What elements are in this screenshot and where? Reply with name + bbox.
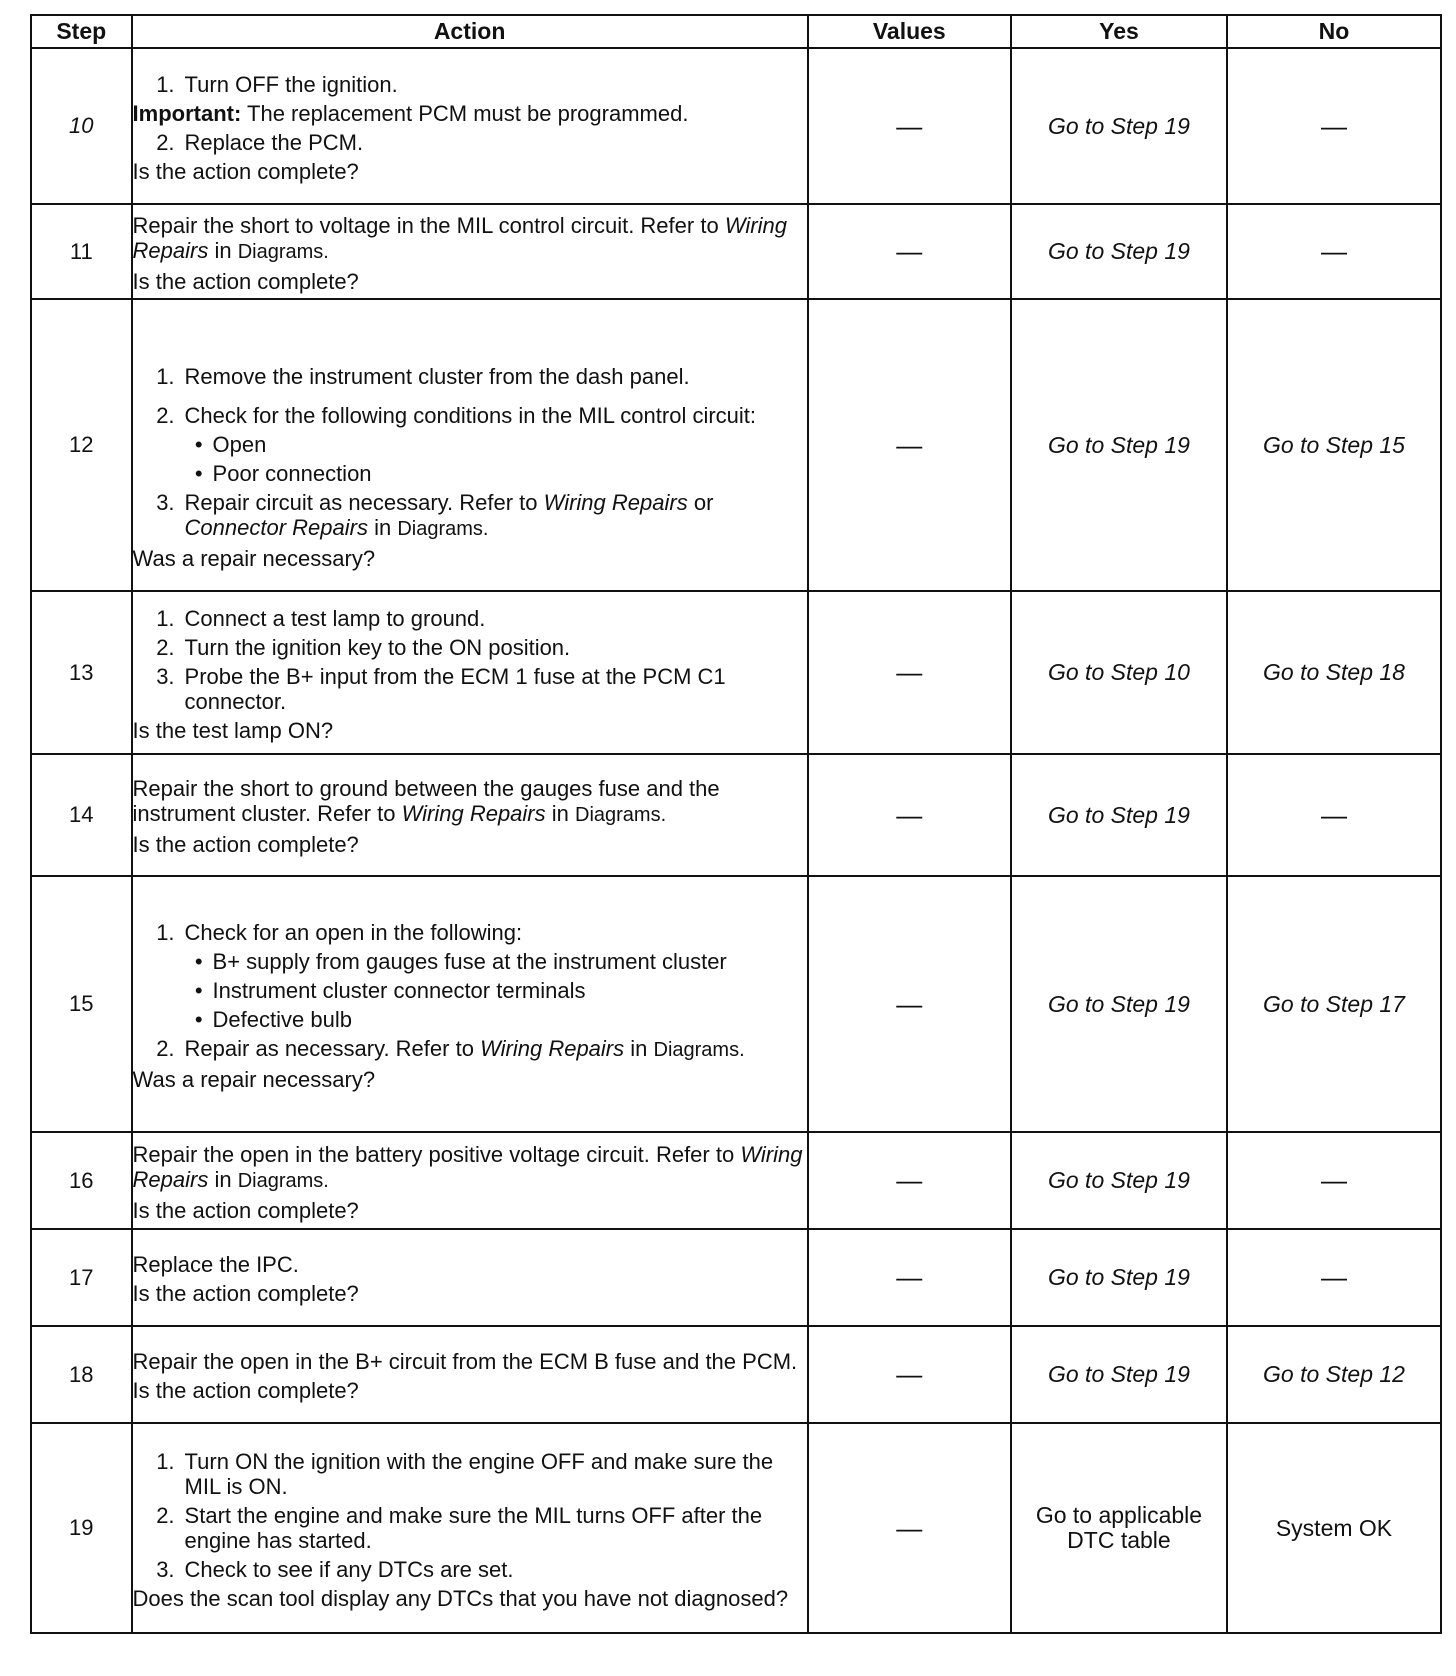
values-cell: — [808,876,1011,1132]
step-number: 12 [31,299,132,591]
action-cell [132,1423,808,1633]
list-item: 2. Turn the ignition key to the ON position. [156,635,571,660]
no-cell: — [1227,1229,1441,1326]
step-number: 18 [31,1326,132,1423]
header-values: Values [808,15,1011,48]
table-row-step-11 [31,204,1441,299]
action-text: Repair the open in the B+ circuit from the ECM B fuse and the PCM. [132,1349,798,1374]
list-item: 2. Check for the following conditions in the MIL control circuit: [156,402,756,428]
no-cell: — [1227,1132,1441,1229]
question-text: Is the action complete? [132,1378,359,1403]
no-cell: Go to Step 17 [1227,876,1441,1132]
step-number: 16 [31,1132,132,1229]
question-text: Was a repair necessary? [132,1067,376,1092]
yes-cell: Go to Step 19 [1011,299,1227,591]
values-cell: — [808,299,1011,591]
action-text: Replace the IPC. [132,1252,299,1277]
step-number: 14 [31,754,132,876]
table-row-step-15 [31,876,1441,1132]
table-row-step-18 [31,1326,1441,1423]
list-item: 1. Connect a test lamp to ground. [156,606,486,631]
step-number: 19 [31,1423,132,1633]
question-text: Was a repair necessary? [132,545,376,571]
question-text: Is the action complete? [132,159,359,184]
bullet-item: • Poor connection [194,460,372,486]
bullet-item: • B+ supply from gauges fuse at the instrument cluster [194,949,727,974]
diagnostic-table [30,14,1442,1634]
yes-cell: Go to Step 19 [1011,876,1227,1132]
list-item: 2. Start the engine and make sure the MIL turns OFF after the engine has started. [156,1503,763,1553]
values-cell: — [808,754,1011,876]
bullet-item: • Defective bulb [194,1007,352,1032]
table-row-step-14 [31,754,1441,876]
action-text: Repair the open in the battery positive voltage circuit. Refer to Wiring Repairs in Diagrams. [132,1141,803,1192]
no-cell: — [1227,204,1441,299]
table-row-step-16 [31,1132,1441,1229]
yes-cell: Go to applicable DTC table [1011,1423,1227,1633]
no-cell: — [1227,48,1441,204]
yes-cell: Go to Step 19 [1011,754,1227,876]
list-item: 3. Probe the B+ input from the ECM 1 fuse at the PCM C1 connector. [156,664,726,714]
question-text: Is the test lamp ON? [132,718,334,743]
action-text: Repair the short to ground between the gauges fuse and the instrument cluster. Refer to Wiring Repairs in Diagrams. [132,776,720,826]
list-item: 1. Turn ON the ignition with the engine OFF and make sure the MIL is ON. [156,1449,774,1499]
yes-cell: Go to Step 19 [1011,204,1227,299]
action-cell [132,876,808,1132]
list-item: 2. Repair as necessary. Refer to Wiring Repairs in Diagrams. [156,1036,745,1061]
table-row-step-13 [31,591,1441,754]
values-cell: — [808,1423,1011,1633]
header-no: No [1227,15,1441,48]
step-number: 13 [31,591,132,754]
no-cell: — [1227,754,1441,876]
no-cell: Go to Step 12 [1227,1326,1441,1423]
action-cell [132,48,808,204]
step-number: 15 [31,876,132,1132]
values-cell: — [808,1229,1011,1326]
question-text: Is the action complete? [132,1281,359,1306]
list-item: 2. Replace the PCM. [156,130,364,155]
action-text: Repair the short to voltage in the MIL control circuit. Refer to Wiring Repairs in Diagrams. [132,212,787,263]
question-text: Is the action complete? [132,832,359,857]
list-item: 3. Repair circuit as necessary. Refer to Wiring Repairs or Connector Repairs in Diagrams. [156,489,714,540]
action-cell [132,204,808,299]
no-cell: Go to Step 15 [1227,299,1441,591]
bullet-item: • Open [194,431,267,457]
yes-cell: Go to Step 19 [1011,1229,1227,1326]
table-row-step-17 [31,1229,1441,1326]
list-item: 1. Turn OFF the ignition. [156,72,398,97]
step-number: 17 [31,1229,132,1326]
question-text: Is the action complete? [132,1197,359,1223]
list-item: 1. Remove the instrument cluster from the dash panel. [156,363,690,389]
table-row-step-12 [31,299,1441,591]
yes-cell: Go to Step 19 [1011,48,1227,204]
header-action: Action [132,15,808,48]
action-cell [132,299,808,591]
header-yes: Yes [1011,15,1227,48]
yes-cell: Go to Step 19 [1011,1132,1227,1229]
yes-cell: Go to Step 19 [1011,1326,1227,1423]
header-row [31,15,1441,48]
values-cell: — [808,48,1011,204]
values-cell: — [808,204,1011,299]
values-cell: — [808,1132,1011,1229]
values-cell: — [808,1326,1011,1423]
header-step: Step [31,15,132,48]
step-number: 11 [31,204,132,299]
no-cell: Go to Step 18 [1227,591,1441,754]
values-cell: — [808,591,1011,754]
list-item: 3. Check to see if any DTCs are set. [156,1557,514,1582]
table-row-step-10 [31,48,1441,204]
action-cell [132,1132,808,1229]
step-number: 10 [31,48,132,204]
yes-cell: Go to Step 10 [1011,591,1227,754]
question-text: Is the action complete? [132,268,359,294]
no-cell: System OK [1227,1423,1441,1633]
action-cell [132,1326,808,1423]
action-cell [132,591,808,754]
list-item: 1. Check for an open in the following: [156,920,523,945]
action-cell [132,754,808,876]
important-note: Important: The replacement PCM must be programmed. [132,101,689,126]
action-cell [132,1229,808,1326]
question-text: Does the scan tool display any DTCs that you have not diagnosed? [132,1586,789,1611]
bullet-item: • Instrument cluster connector terminals [194,978,586,1003]
table-row-step-19 [31,1423,1441,1633]
